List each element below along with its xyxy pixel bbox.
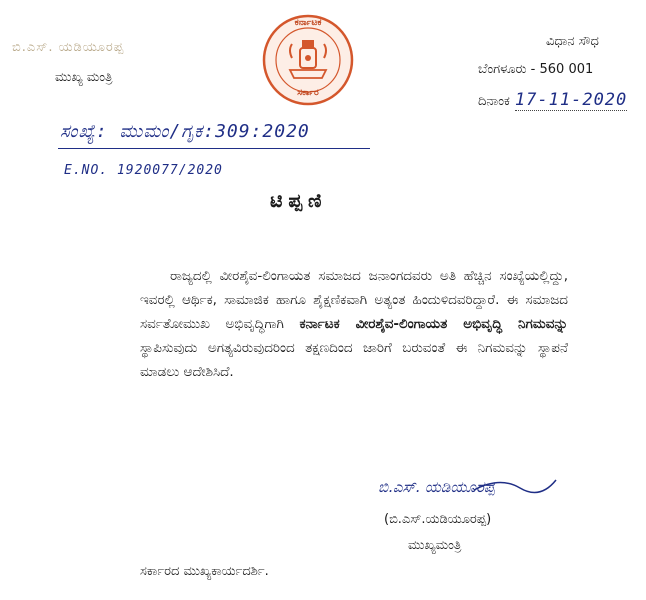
- document-title: ಟಿಪ್ಪಣಿ: [270, 190, 328, 212]
- signature-flourish-icon: [470, 472, 560, 496]
- emblem-bottom-text: ಸರ್ಕಾರ: [297, 88, 319, 98]
- reference-underline: [58, 148, 370, 149]
- date-line: [478, 90, 627, 110]
- signatory-name: (ಬಿ.ಎಸ್.ಯಡಿಯೂರಪ್ಪ): [384, 512, 492, 527]
- signatory-designation: ಮುಖ್ಯಮಂತ್ರಿ: [408, 538, 462, 553]
- body-text-part1: ರಾಜ್ಯದಲ್ಲಿ ವೀರಶೈವ-ಲಿಂಗಾಯತ ಸಮಾಜದ ಜನಾಂಗದವರು ಅತಿ ಹೆಚ್ಚಿನ ಸಂಖ್ಯೆಯಲ್ಲಿದ್ದು, ಇವರಲ್ಲಿ ಆರ್ಥಿಕ, ಸಾಮಾಜಿಕ ಹಾಗೂ ಶೈಕ್ಷಣಿಕವಾಗಿ ಅತ್ಯಂತ ಹಿಂದುಳಿದವರಿದ್ದಾರೆ. ಈ ಸಮಾಜದ ಸರ್ವತೋಮುಖ ಅಭಿವೃದ್ಧಿಗಾಗಿ: [140, 268, 568, 332]
- office-name: ವಿಧಾನ ಸೌಧ: [546, 34, 599, 49]
- body-text-bold: ಕರ್ನಾಟಕ ವೀರಶೈವ-ಲಿಂಗಾಯತ ಅಭಿವೃದ್ಧಿ ನಿಗಮವನ್ನು: [299, 316, 568, 332]
- emblem-top-text: ಕರ್ನಾಟಕ: [294, 18, 322, 28]
- recipient: ಸರ್ಕಾರದ ಮುಖ್ಯಕಾರ್ಯದರ್ಶಿ.: [140, 564, 269, 579]
- body-text-part2: ಸ್ಥಾಪಿಸುವುದು ಅಗತ್ಯವಿರುವುದರಿಂದ ತಕ್ಷಣದಿಂದ ಜಾರಿಗೆ ಬರುವಂತೆ ಈ ನಿಗಮವನ್ನು ಸ್ಥಾಪನೆ ಮಾಡಲು ಆದೇಶಿಸಿದೆ.: [140, 340, 568, 380]
- e-number: E.NO. 1920077/2020: [64, 163, 223, 178]
- date-label: ದಿನಾಂಕ: [478, 94, 510, 109]
- designation: ಮುಖ್ಯ ಮಂತ್ರಿ: [55, 70, 113, 85]
- emblem-seal: [262, 14, 354, 106]
- date-value: 17-11-2020: [514, 90, 628, 110]
- minister-name-faded: ಬಿ.ಎಸ್. ಯಡಿಯೂರಪ್ಪ: [12, 40, 125, 55]
- handwritten-signature: ಬಿ.ಎಸ್. ಯಡಿಯೂರಪ್ಪ: [378, 478, 495, 496]
- city-pincode: ಬೆಂಗಳೂರು - 560 001: [478, 62, 594, 77]
- reference-number: ಸಂಖ್ಯೆ: ಮುಮಂ/ಗೃಕ:309:2020: [60, 121, 310, 142]
- document-body: [140, 264, 568, 384]
